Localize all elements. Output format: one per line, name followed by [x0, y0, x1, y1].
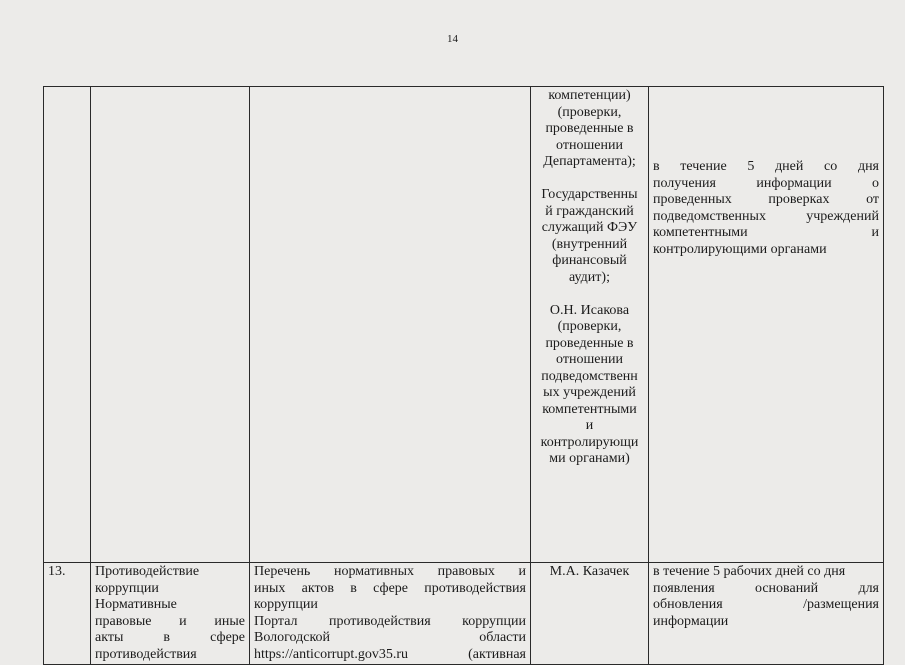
responsible-line: ми органами): [549, 451, 630, 466]
table-row: [44, 563, 884, 665]
responsible-line: отношении: [556, 137, 623, 153]
responsible-line: компетенции): [548, 88, 631, 103]
responsible-cell: [531, 87, 649, 563]
term-line: контролирующими органами: [653, 241, 827, 257]
term-line: появления оснований для: [653, 580, 879, 596]
responsible-block: [533, 88, 646, 171]
term-line: в течение 5 рабочих дней со дня: [653, 564, 846, 579]
responsible-line: й гражданский: [545, 203, 634, 219]
responsible-line: компетентными: [542, 401, 637, 417]
term-line: компетентными и: [653, 225, 879, 240]
responsible-line: Департамента);: [543, 154, 636, 169]
row-number-cell: [44, 87, 91, 563]
responsible-line: подведомственн: [541, 368, 638, 384]
measure-description-cell: [250, 87, 531, 563]
description-line: https://anticorrupt.gov35.ru (активная: [254, 646, 526, 662]
responsible-line: контролирующи: [540, 434, 639, 450]
term-line: информации: [653, 613, 729, 629]
term-line: получения информации о: [653, 175, 879, 191]
responsible-line: О.Н. Исакова: [549, 302, 630, 318]
term-line: обновления /размещения: [653, 597, 879, 612]
term-cell: [649, 563, 884, 665]
description-line: Перечень нормативных правовых и: [254, 564, 526, 579]
responsible-block: [533, 303, 646, 468]
responsible-line: (проверки,: [557, 319, 622, 334]
responsible-line: проведенные в: [545, 121, 634, 136]
page-number: 14: [447, 33, 458, 45]
responsible-line: и: [585, 418, 594, 433]
name-line: коррупции: [95, 580, 159, 596]
row-number-cell: 13.: [44, 563, 91, 665]
name-line: акты в сфере: [95, 630, 245, 645]
responsible-line: служащий ФЭУ: [541, 220, 638, 235]
description-line: коррупции: [254, 597, 318, 612]
responsible-line: аудит);: [569, 269, 610, 285]
measure-name-cell: [91, 563, 250, 665]
name-line: Противодействие: [95, 564, 200, 579]
responsible-cell: М.А. Казачек: [531, 563, 649, 665]
responsible-line: отношении: [556, 352, 623, 367]
name-line: правовые и иные: [95, 613, 245, 629]
term-line: проведенных проверках от: [653, 192, 879, 207]
term-cell: [649, 87, 884, 563]
term-line: подведомственных учреждений: [653, 208, 879, 224]
responsible-line: проведенные в: [545, 335, 634, 351]
measure-description-cell: [250, 563, 531, 665]
responsible-block: [533, 187, 646, 286]
term-line: в течение 5 дней со дня: [653, 159, 879, 174]
responsible-line: финансовый: [552, 253, 627, 268]
description-line: иных актов в сфере противодействия: [254, 580, 526, 596]
responsible-line: (проверки,: [557, 104, 622, 120]
name-line: Нормативные: [95, 597, 177, 612]
measures-table: [43, 86, 884, 665]
measure-name-cell: [91, 87, 250, 563]
table-row: [44, 87, 884, 563]
name-line: противодействия: [95, 646, 197, 662]
description-line: Вологодской области: [254, 630, 526, 645]
responsible-line: (внутренний: [551, 236, 628, 252]
description-line: Портал противодействия коррупции: [254, 613, 526, 629]
responsible-line: ых учреждений: [543, 385, 636, 400]
responsible-line: Государственны: [541, 187, 638, 202]
